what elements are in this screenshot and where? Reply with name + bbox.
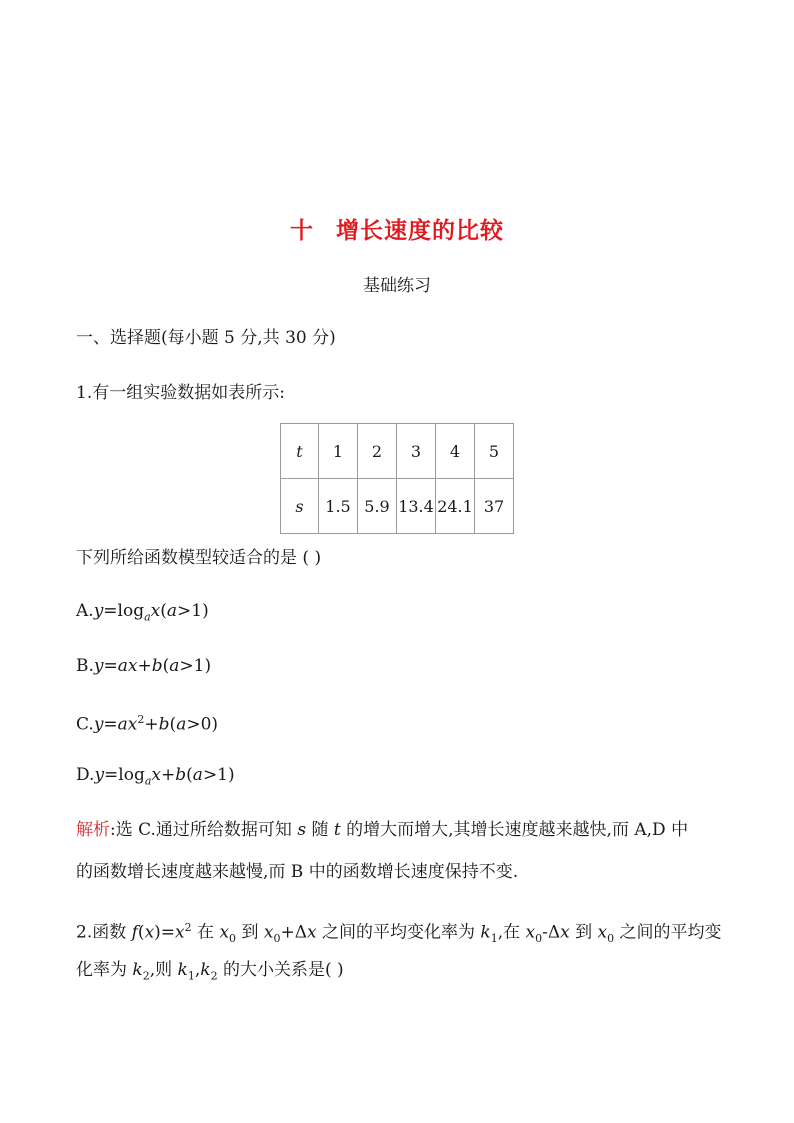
table-row [281,424,514,479]
t-value: 4 [436,424,475,479]
section-heading: 一、选择题(每小题 5 分,共 30 分) [76,328,336,348]
s-value: 1.5 [319,479,358,534]
t-label: t [281,424,319,479]
option-c: $C.y=ax^2+b(a>0)$ [76,713,219,735]
s-value: 24.1 [436,479,475,534]
t-value: 5 [475,424,514,479]
option-b: B.y=ax+b(a>1) [76,656,212,676]
s-value: 13.4 [397,479,436,534]
analysis-line-2: 的函数增长速度越来越慢,而 B 中的函数增长速度保持不变. [76,862,519,882]
question-1-prompt: 下列所给函数模型较适合的是 ( ) [76,548,322,568]
subtitle: 基础练习 [363,276,431,296]
s-value: 5.9 [358,479,397,534]
question-2-line-1: 2.函数 $f(x)=x^2$ 在 $x_0$ 到 $x_0+\Delta x$ 之间的平均变化率为 $k_1$,在 $x_0-\Delta x$ 到 $x_0$ 之间的平均变 [76,921,722,946]
s-value: 37 [475,479,514,534]
page-title [0,212,794,245]
question-1-stem: 1.有一组实验数据如表所示: [76,383,285,403]
t-value: 1 [319,424,358,479]
analysis-label: 解析 [76,820,110,840]
question-2-line-2: 化率为 $k_2$,则 $k_1,k_2$ 的大小关系是( ) [76,960,344,983]
title-number: 十 [290,218,314,244]
t-value: 3 [397,424,436,479]
data-table [280,423,514,534]
option-d: $D.y=\log_ax+b(a>1)$ [76,765,235,788]
analysis-line-1: 解析:选 C.通过所给数据可知 s 随 t 的增大而增大,其增长速度越来越快,而 A,D 中 [76,820,689,840]
t-value: 2 [358,424,397,479]
table-row [281,479,514,534]
title-text: 增长速度的比较 [336,218,504,244]
s-label: s [281,479,319,534]
option-a: $A.y=\log_ax(a>1)$ [76,601,209,624]
